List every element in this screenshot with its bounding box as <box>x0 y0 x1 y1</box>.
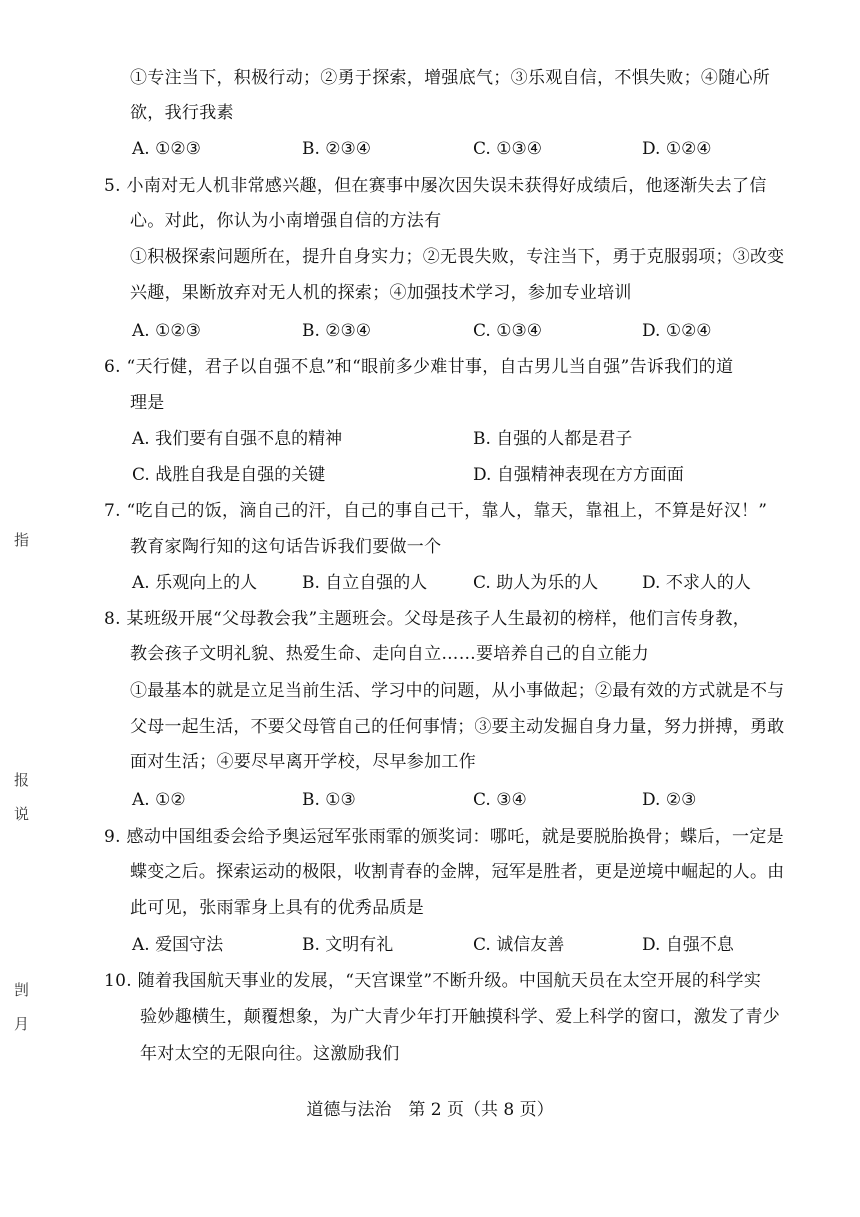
margin-mark: 月 <box>14 1015 30 1033</box>
question-stem: 教会孩子文明礼貌、热爱生命、走向自立……要培养自己的自立能力 <box>130 644 649 664</box>
option-a: A. 乐观向上的人 <box>132 573 258 593</box>
question-stem: 10. 随着我国航天事业的发展，“天宫课堂”不断升级。中国航天员在太空开展的科学实 <box>104 971 762 991</box>
question-stem: 蝶变之后。探索运动的极限，收割青春的金牌，冠军是胜者，更是逆境中崛起的人。由 <box>130 862 785 882</box>
option-a: A. 我们要有自强不息的精神 <box>132 429 343 449</box>
option-a: A. ①②③ <box>132 321 201 341</box>
question-stem: 此可见，张雨霏身上具有的优秀品质是 <box>130 898 425 918</box>
margin-mark: 说 <box>14 805 30 823</box>
option-c: C. ①③④ <box>473 321 542 341</box>
statement-line: 父母一起生活，不要父母管自己的任何事情；③要主动发掘自身力量，努力拼搏，勇敢 <box>130 717 785 737</box>
option-a: A. ①② <box>132 790 186 810</box>
question-stem: 7. “吃自己的饭，滴自己的汗，自己的事自己干，靠人，靠天，靠祖上，不算是好汉！” <box>104 501 768 521</box>
question-stem: 理是 <box>130 393 165 413</box>
statement-line: 欲，我行我素 <box>130 103 234 123</box>
margin-mark: 报 <box>14 771 30 789</box>
question-stem: 教育家陶行知的这句话告诉我们要做一个 <box>130 537 442 557</box>
option-b: B. 文明有礼 <box>302 935 394 955</box>
option-d: D. ①②④ <box>642 321 712 341</box>
option-b: B. 自立自强的人 <box>302 573 428 593</box>
question-stem: 年对太空的无限向往。这激励我们 <box>140 1044 400 1064</box>
question-stem: 5. 小南对无人机非常感兴趣，但在赛事中屡次因失误未获得好成绩后，他逐渐失去了信 <box>104 176 767 196</box>
option-b: B. ①③ <box>302 790 356 810</box>
question-stem: 6. “天行健，君子以自强不息”和“眼前多少难甘事，自古男儿当自强”告诉我们的道 <box>104 357 734 377</box>
question-stem: 验妙趣横生，颠覆想象，为广大青少年打开触摸科学、爱上科学的窗口，激发了青少 <box>140 1007 781 1027</box>
margin-mark: 指 <box>14 531 30 549</box>
option-c: C. ③④ <box>473 790 527 810</box>
option-d: D. 自强精神表现在方方面面 <box>473 465 684 485</box>
option-c: C. 助人为乐的人 <box>473 573 599 593</box>
option-c: C. ①③④ <box>473 139 542 159</box>
statement-line: 面对生活；④要尽早离开学校，尽早参加工作 <box>130 752 476 772</box>
option-b: B. 自强的人都是君子 <box>473 429 633 449</box>
statement-line: 兴趣，果断放弃对无人机的探索；④加强技术学习，参加专业培训 <box>130 283 632 303</box>
option-d: D. ①②④ <box>642 139 712 159</box>
option-c: C. 诚信友善 <box>473 935 565 955</box>
question-stem: 8. 某班级开展“父母教会我”主题班会。父母是孩子人生最初的榜样，他们言传身教， <box>104 609 751 629</box>
option-d: D. 不求人的人 <box>642 573 751 593</box>
statement-line: ①最基本的就是立足当前生活、学习中的问题，从小事做起；②最有效的方式就是不与 <box>130 681 785 701</box>
option-b: B. ②③④ <box>302 139 372 159</box>
statement-line: ①积极探索问题所在，提升自身实力；②无畏失败，专注当下，勇于克服弱项；③改变 <box>130 247 785 267</box>
option-a: A. 爱国守法 <box>132 935 224 955</box>
question-stem: 心。对此，你认为小南增强自信的方法有 <box>130 211 442 231</box>
statement-line: ①专注当下，积极行动；②勇于探索，增强底气；③乐观自信，不惧失败；④随心所 <box>130 68 771 88</box>
option-c: C. 战胜自我是自强的关键 <box>132 465 326 485</box>
page-footer: 道德与法治 第 2 页（共 8 页） <box>306 1100 554 1120</box>
option-b: B. ②③④ <box>302 321 372 341</box>
option-a: A. ①②③ <box>132 139 201 159</box>
margin-mark: 剀 <box>14 981 30 999</box>
question-stem: 9. 感动中国组委会给予奥运冠军张雨霏的颁奖词：哪吒，就是要脱胎换骨；蝶后，一定是 <box>104 827 784 847</box>
option-d: D. 自强不息 <box>642 935 734 955</box>
option-d: D. ②③ <box>642 790 697 810</box>
